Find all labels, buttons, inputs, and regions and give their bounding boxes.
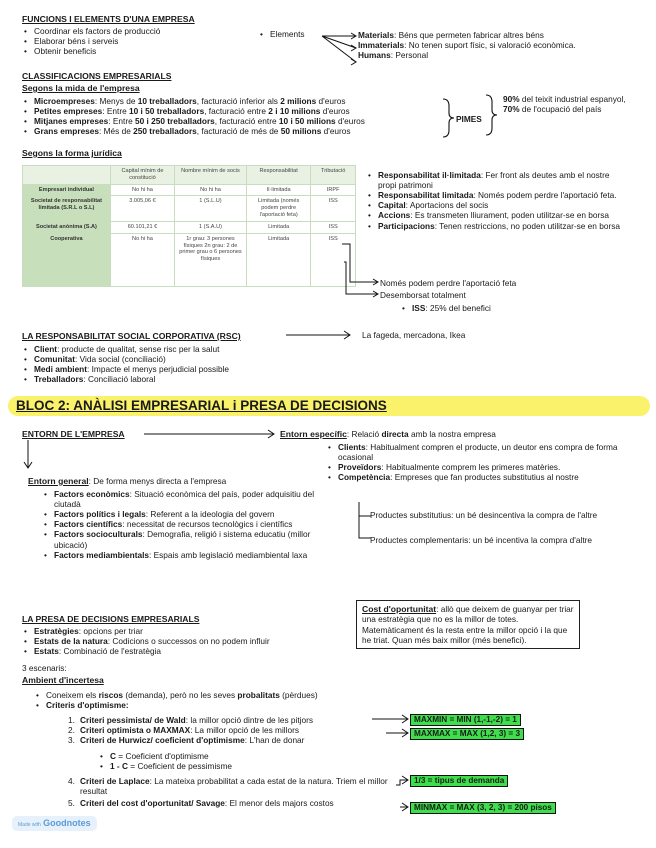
table-header: Nombre mínim de socis [175,166,247,185]
list-item: • Factors científics: necessitat de recursos tecnològics i científics [42,519,322,529]
result-minmax: MINMAX = MAX (3, 2, 3) = 200 pisos [410,802,556,814]
entorn-especific: Entorn específic: Relació directa amb la nostra empresa [280,429,496,439]
element-item: Humans: Personal [358,50,429,61]
list-item: • Obtenir beneficis [22,46,160,56]
list-item: • Comunitat: Vida social (conciliació) [22,354,342,364]
result-maxmax: MAXMAX = MAX (1,2, 3) = 3 [410,728,524,740]
list-item: • Treballadors: Conciliació laboral [22,374,342,384]
list-item: • Medi ambient: Impacte el menys perjudicial possible [22,364,342,374]
cost-oportunitat-box: Cost d'oportunitat: allò que deixem de guanyar per triar una estratègia que no es la millor de totes. Matemàticament és la resta entre la millor opció i la que he triat. Quan més baix millor (més benefici). [356,600,580,649]
list-item: • Proveïdors: Habitualmente comprem les primeres matèries. [326,462,642,472]
elements-label: • Elements [258,29,305,39]
list-item: 5. Criteri del cost d'oportunitat/ Savage: El menor dels majors costos [68,798,334,809]
table-row: Empresari individual No hi ha No hi ha Il·limitada IRPF [23,184,356,196]
section-title-funcions: FUNCIONS I ELEMENTS D'UNA EMPRESA [22,14,195,24]
list-item: • Coordinar els factors de producció [22,26,160,36]
bloc2-title: BLOC 2: ANÀLISI EMPRESARIAL i PRESA DE DECISIONS [16,398,387,413]
section-title-classificacions: CLASSIFICACIONS EMPRESARIALS [22,71,172,81]
result-maxmin: MAXMIN = MIN (1,-1,-2) = 1 [410,714,521,726]
list-item: • Competència: Empreses que fan productes substitutius al nostre [326,472,642,482]
iss-list [400,303,491,313]
list-item: • 1 - C = Coeficient de pessimisme [98,761,232,771]
legal-extra-1: Només podem perdre l'aportació feta [380,278,517,288]
subtitle-mida: Segons la mida de l'empresa [22,83,140,93]
rsc-list [22,344,342,384]
table-row: Societat anònima (S.A) 60.101,21 € 1 (S.A.U) Limitada ISS [23,221,356,233]
element-item: Materials: Béns que permeten fabricar altres béns [358,30,544,40]
entorn-arrows [20,428,280,474]
criteris-list-2 [68,776,402,808]
section-title-entorn: ENTORN DE L'EMPRESA [22,429,125,439]
list-item: 3. Criteri de Hurwicz/ coeficient d'optimisme: L'han de donar [68,735,305,746]
list-item: • Responsabilitat il·limitada: Fer front als deutes amb el nostre propi patrimoni [366,170,621,190]
list-item: • Factors econòmics: Situació econòmica del país, poder adquisitiu del ciutadà [42,489,322,509]
list-item: • C = Coeficient d'optimisme [98,751,232,761]
general-list [42,489,322,560]
list-item: • Clients: Habitualment compren el producte, un deutor ens compra de forma ocasional [326,442,642,462]
pimes-label: PIMES [456,114,482,124]
table-header: Responsabilitat [246,166,310,185]
rsc-examples: La fageda, mercadona, Ikea [362,330,466,340]
ambient-incertesa: Ambient d'incertesa [22,675,104,685]
goodnotes-watermark: Made with Goodnotes [12,816,97,831]
list-item: • Estats de la natura: Codicions o successos on no podem influir [22,636,352,646]
legal-extra-2: Desemborsat totalment [380,290,466,300]
list-item: • Elaborar béns i serveis [22,36,160,46]
entorn-general: Entorn general: De forma menys directa a l'empresa [28,476,227,486]
functions-list [22,26,160,56]
list-item: • ISS: 25% del benefici [400,303,491,313]
table-header: Capital mínim de constitució [110,166,174,185]
specific-list [326,442,642,482]
incertesa-list [34,690,414,710]
list-item: • Factors socioculturals: Demografia, religió i sistema educatiu (millor ubicació) [42,529,322,549]
legal-arrows [340,238,384,302]
decisions-list [22,626,352,656]
legal-notes-list [366,170,621,231]
list-item: • Participacions: Tenen restriccions, no poden utilitzar-se en borsa [366,221,621,231]
list-item: • Estratègies: opcions per triar [22,626,352,636]
list-item: 2. Criteri optimista o MAXMAX: La millor opció de les millors [68,725,300,736]
list-item: 4. Criteri de Laplace: La mateixa probabilitat a cada estat de la natura. Triem el millor resultat [68,776,388,797]
hurwicz-list [98,751,232,771]
result-arrows [370,714,414,814]
list-item: • Accions: Es transmeten lliurament, poden utilitzar-se en borsa [366,210,621,220]
list-item: • Criteris d'optimisme: [34,700,414,710]
list-item: 1. Criteri pessimista/ de Wald: la millor opció dintre de les pitjors [68,715,314,725]
table-header-row [23,166,356,185]
criteris-list [68,715,408,745]
legal-forms-table [22,165,356,287]
table-row: Societat de responsabilitat limitada (S.R.L o S.L) 3.005,06 € 1 (S.L.U) Limitada (només podem perdre l'aportació feta) ISS [23,196,356,221]
section-title-rsc: LA RESPONSABILITAT SOCIAL CORPORATIVA (RSC) [22,331,241,341]
list-item: • Petites empreses: Entre 10 i 50 treballadors, facturació entre 2 i 10 milions d'euros [22,106,452,116]
table-header [23,166,111,185]
list-item: • Factors polítics i legals: Referent a la ideologia del govern [42,509,322,519]
list-item: • Factors mediambientals: Espais amb legislació mediambiental laxa [42,550,322,560]
elements-list [358,30,648,60]
list-item: • Grans empreses: Més de 250 treballadors, facturació de més de 50 milions d'euros [22,126,452,136]
product-complementaris: Productes complementaris: un bé incentiva la compra d'altre [370,535,593,545]
product-substitutius: Productes substitutius: un bé desincentiva la compra de l'altre [370,510,598,520]
list-item: • Microempreses: Menys de 10 treballadors, facturació inferior als 2 milions d'euros [22,96,452,106]
pimes-brace [441,98,455,138]
result-laplace: 1/3 = tipus de demanda [410,775,508,787]
list-item: • Coneixem els riscos (demanda), però no les seves probalitats (pèrdues) [34,690,414,700]
pimes-brace-right [484,94,498,136]
pimes-share: 90% del teixit industrial espanyol, 70% de l'ocupació del país [503,94,626,115]
list-item: • Responsabilitat limitada: Només podem perdre l'aportació feta. [366,190,621,200]
table-row: Cooperativa No hi ha 1r grau: 3 persones físiques 2n grau: 2 de primer grau o 6 persones físiques Limitada ISS [23,233,356,286]
rsc-arrow [286,330,356,340]
subtitle-forma-juridica: Segons la forma jurídica [22,148,122,158]
list-item: • Estats: Combinació de l'estratègia [22,646,352,656]
table-header: Tributació [311,166,356,185]
list-item: • Capital: Aportacions del socis [366,200,621,210]
scenarios-label: 3 escenaris: [22,663,67,673]
elements-arrows [320,30,360,66]
list-item: • Mitjanes empreses: Entre 50 i 250 treballadors, facturació entre 10 i 50 milions d'euros [22,116,452,126]
size-list [22,96,452,136]
element-item: Immaterials: No tenen suport físic, si valoració econòmica. [358,40,576,51]
section-title-decisions: LA PRESA DE DECISIONS EMPRESARIALS [22,614,200,624]
list-item: • Client: producte de qualitat, sense risc per la salut [22,344,342,354]
elements-label-list [258,29,305,39]
